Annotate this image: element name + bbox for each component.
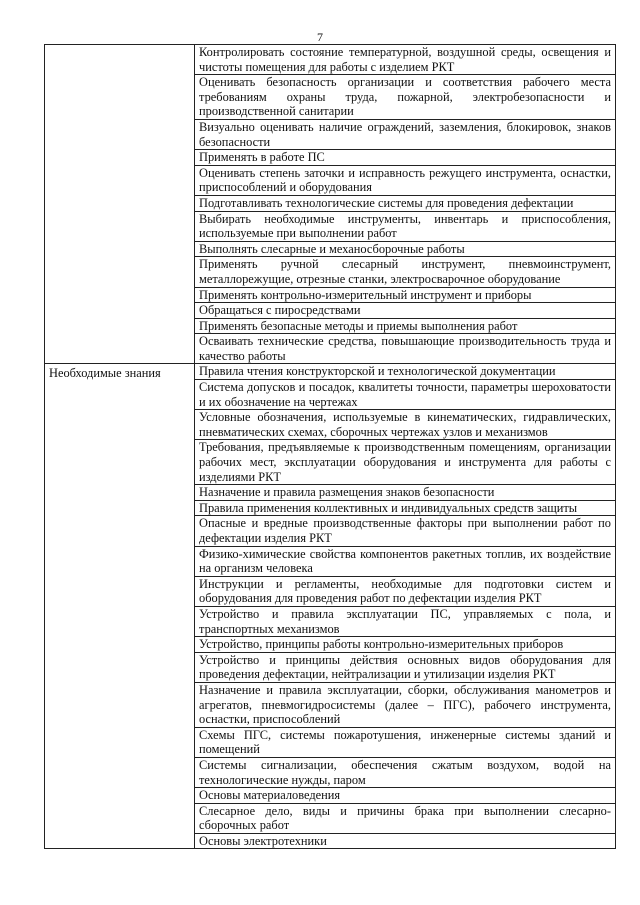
knowledge-row xyxy=(45,364,616,380)
skills-row xyxy=(45,45,616,75)
skills-item-text: Оценивать безопасность организации и соответствия рабочего места требованиям охраны труда, пожарной, электробезопасности и производственной санитарии xyxy=(199,75,611,119)
knowledge-item-cell xyxy=(195,682,616,727)
knowledge-label: Необходимые знания xyxy=(49,366,161,381)
skills-item-text: Применять в работе ПС xyxy=(199,150,325,165)
knowledge-item-cell xyxy=(195,652,616,682)
skills-item-cell xyxy=(195,195,616,211)
skills-item-cell xyxy=(195,211,616,241)
skills-item-cell xyxy=(195,334,616,364)
requirements-table-body xyxy=(45,45,616,849)
knowledge-item-cell xyxy=(195,833,616,849)
knowledge-item-text: Инструкции и регламенты, необходимые для подготовки систем и оборудования для проведения работ по дефектации изделия РКТ xyxy=(199,576,611,606)
knowledge-item-text: Основы материаловедения xyxy=(199,788,341,803)
knowledge-item-text: Устройство и правила эксплуатации ПС, управляемых с пола, и транспортных механизмов xyxy=(199,606,611,636)
knowledge-item-text: Назначение и правила размещения знаков безопасности xyxy=(199,485,495,500)
knowledge-label-cell xyxy=(45,364,195,849)
knowledge-item-cell xyxy=(195,637,616,653)
skills-item-cell xyxy=(195,45,616,75)
knowledge-item-text: Устройство, принципы работы контрольно-измерительных приборов xyxy=(199,637,564,652)
skills-item-text: Осваивать технические средства, повышающие производительность труда и качество работы xyxy=(199,334,611,363)
knowledge-item-text: Устройство и принципы действия основных видов оборудования для проведения дефектации, нейтрализации и утилизации изделия РКТ xyxy=(199,652,611,682)
knowledge-item-cell xyxy=(195,500,616,516)
skills-item-text: Контролировать состояние температурной, воздушной среды, освещения и чистоты помещения для работы с изделием РКТ xyxy=(199,45,611,74)
skills-item-cell xyxy=(195,119,616,149)
knowledge-item-cell xyxy=(195,485,616,501)
knowledge-item-cell xyxy=(195,803,616,833)
knowledge-item-text: Правила чтения конструкторской и технологической документации xyxy=(199,364,556,379)
skills-item-cell xyxy=(195,257,616,287)
skills-item-cell xyxy=(195,75,616,120)
skills-item-text: Оценивать степень заточки и исправность режущего инструмента, оснастки, приспособлений и оборудования xyxy=(199,165,611,195)
knowledge-item-cell xyxy=(195,380,616,410)
knowledge-item-text: Схемы ПГС, системы пожаротушения, инженерные системы зданий и помещений xyxy=(199,727,611,757)
skills-item-text: Применять безопасные методы и приемы выполнения работ xyxy=(199,318,518,333)
skills-item-text: Визуально оценивать наличие ограждений, заземления, блокировок, знаков безопасности xyxy=(199,119,611,149)
knowledge-item-text: Основы электротехники xyxy=(199,833,327,848)
knowledge-item-cell xyxy=(195,757,616,787)
knowledge-item-text: Опасные и вредные производственные факторы при выполнении работ по дефектации изделия РКТ xyxy=(199,516,611,545)
knowledge-item-cell xyxy=(195,727,616,757)
skills-item-text: Обращаться с пиросредствами xyxy=(199,303,361,318)
skills-item-text: Выполнять слесарные и механосборочные работы xyxy=(199,241,465,256)
page-number: 7 xyxy=(317,30,323,44)
knowledge-item-cell xyxy=(195,364,616,380)
skills-item-cell xyxy=(195,287,616,303)
skills-item-cell xyxy=(195,150,616,166)
skills-item-cell xyxy=(195,318,616,334)
skills-item-text: Применять контрольно-измерительный инструмент и приборы xyxy=(199,287,532,302)
knowledge-item-cell xyxy=(195,546,616,576)
knowledge-item-cell xyxy=(195,516,616,546)
knowledge-item-cell xyxy=(195,606,616,636)
skills-item-text: Применять ручной слесарный инструмент, пневмоинструмент, металлорежущие, отрезные станки, электросварочное оборудование xyxy=(199,257,611,286)
knowledge-item-text: Условные обозначения, используемые в кинематических, гидравлических, пневматических схемах, сборочных чертежах узлов и механизмов xyxy=(199,410,611,439)
knowledge-item-text: Физико-химические свойства компонентов ракетных топлив, их воздействие на организм человека xyxy=(199,546,611,576)
skills-item-cell xyxy=(195,241,616,257)
knowledge-item-cell xyxy=(195,440,616,485)
knowledge-item-text: Слесарное дело, виды и причины брака при выполнении слесарно-сборочных работ xyxy=(199,803,611,833)
skills-item-cell xyxy=(195,303,616,319)
skills-item-cell xyxy=(195,165,616,195)
knowledge-item-cell xyxy=(195,576,616,606)
knowledge-item-text: Системы сигнализации, обеспечения сжатым воздухом, водой на технологические нужды, паром xyxy=(199,757,611,787)
skills-item-text: Выбирать необходимые инструменты, инвентарь и приспособления, используемые при выполнении работ xyxy=(199,211,611,241)
skills-label-cell xyxy=(45,45,195,364)
requirements-table xyxy=(44,44,616,849)
knowledge-item-text: Назначение и правила эксплуатации, сборки, обслуживания манометров и агрегатов, пневмогидросистемы (далее – ПГС), рабочего инструмента, оснастки, приспособлений xyxy=(199,682,611,727)
knowledge-item-text: Система допусков и посадок, квалитеты точности, параметры шероховатости и их обозначение на чертежах xyxy=(199,380,611,409)
knowledge-item-cell xyxy=(195,410,616,440)
skills-item-text: Подготавливать технологические системы для проведения дефектации xyxy=(199,195,574,210)
knowledge-item-cell xyxy=(195,788,616,804)
knowledge-item-text: Правила применения коллективных и индивидуальных средств защиты xyxy=(199,500,578,515)
knowledge-item-text: Требования, предъявляемые к производственным помещениям, организации рабочих мест, эксплуатации оборудования и инструмента для работы с изделиями РКТ xyxy=(199,440,611,484)
